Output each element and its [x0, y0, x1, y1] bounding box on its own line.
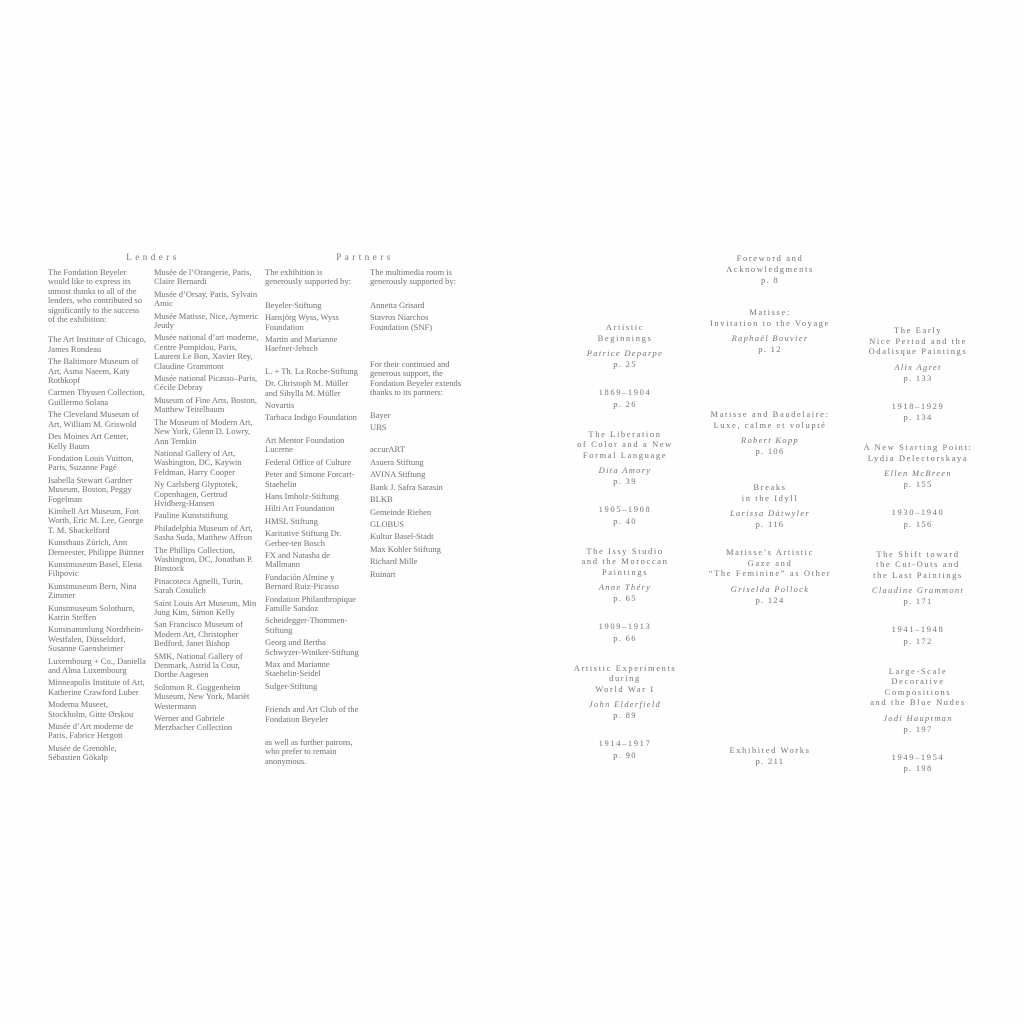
toc-title-line: Decorative — [891, 676, 945, 686]
credit-group — [370, 301, 467, 332]
toc-section — [683, 745, 857, 767]
toc-chapter — [558, 322, 692, 369]
toc-page-number: p. 133 — [903, 372, 933, 383]
partners-heading: Partners — [336, 252, 394, 262]
credit-entry: Ruinart — [370, 568, 396, 579]
toc-title-line: Luxe, calme et volupté — [713, 419, 827, 430]
credit-entry: Kunstsammlung Nordrhein-Westfalen, Düsseldorf, Susanne Gaensheimer — [48, 624, 144, 654]
toc-page-number: p. 116 — [755, 519, 785, 529]
toc-section — [849, 507, 987, 529]
credit-entry: Gemeinde Riehen — [370, 506, 432, 517]
credit-entry: Beyeler-Stiftung — [265, 299, 322, 310]
toc-page-number: p. 172 — [903, 635, 933, 646]
toc-author: Ellen McBreen — [884, 468, 952, 478]
credit-group — [265, 705, 362, 724]
toc-author: Anne Théry — [598, 582, 652, 592]
toc-chapter — [558, 429, 692, 487]
toc-chapter — [683, 307, 857, 354]
credit-entry: Art Mentor Foundation Lucerne — [265, 434, 345, 455]
toc-title-line: Nice Period and the — [869, 335, 967, 346]
partners-columns — [265, 268, 467, 769]
toc-title-line: Foreword and — [736, 253, 804, 263]
credit-entry: Kimbell Art Museum, Fort Worth, Eric M. Lee, George T. M. Shackelford — [48, 505, 144, 535]
credit-entry: GLOBUS — [370, 518, 405, 529]
toc-page-number: p. 12 — [758, 344, 782, 354]
toc-title-line: “The Feminine” as Other — [708, 568, 832, 578]
toc-column-1 — [558, 322, 692, 760]
credit-entry: Asuera Stiftung — [370, 456, 424, 467]
toc-title-line: in the Idyll — [741, 492, 799, 503]
toc-title-line: 1869–1904 — [598, 387, 652, 397]
credit-entry: Richard Mille — [370, 556, 418, 567]
toc-title-line: Acknowledgments — [726, 263, 814, 274]
partners-column-2 — [370, 268, 467, 769]
credit-entry: Peter and Simone Forcart-Staehelin — [265, 469, 355, 489]
lenders-column-2 — [154, 268, 260, 766]
credit-entry: The Museum of Modern Art, New York, Glenn D. Lowry, Ann Temkin — [154, 416, 253, 446]
credit-entry: Friends and Art Club of the Fondation Beyeler — [265, 704, 359, 724]
toc-page-number: p. 171 — [903, 596, 933, 606]
lenders-columns — [48, 268, 260, 766]
toc-title-line: Matisse: — [749, 307, 791, 317]
toc-section — [849, 401, 987, 423]
toc-chapter — [849, 442, 987, 489]
toc-title-line: Lydia Delectorskaya — [867, 452, 969, 463]
toc-chapter — [558, 663, 692, 721]
credit-entry: The Art Institute of Chicago, James Rondeau — [48, 334, 146, 354]
credit-entry: The Phillips Collection, Washington, DC, Jonathan P. Binstock — [154, 544, 253, 574]
credit-group — [48, 268, 148, 324]
toc-section — [849, 624, 987, 646]
credit-entry: Kunstmuseum Bern, Nina Zimmer — [48, 580, 137, 601]
toc-title-line: Compositions — [884, 686, 952, 697]
credit-group — [370, 360, 467, 398]
credit-entry: Musée de Grenoble, Sébastien Gökalp — [48, 742, 117, 763]
toc-title-line: The Liberation — [588, 428, 662, 439]
credit-entry: UBS — [370, 422, 387, 433]
toc-page-number: p. 89 — [613, 710, 637, 720]
credit-entry: Sulger-Stiftung — [265, 680, 318, 691]
toc-page-number: p. 134 — [903, 412, 933, 422]
toc-title-line: Gaze and — [747, 557, 793, 568]
toc-title-line: A New Starting Point: — [863, 442, 973, 452]
toc-title-line: Artistic — [605, 322, 645, 332]
toc-section — [558, 738, 692, 760]
credit-entry: Fundación Almine y Bernard Ruiz-Picasso — [265, 571, 339, 592]
credit-entry: Des Moines Art Center, Kelly Baum — [48, 431, 129, 451]
toc-author: Griselda Pollock — [730, 583, 810, 594]
credit-entry: Saint Louis Art Museum, Min Jung Kim, Simon Kelly — [154, 597, 257, 617]
toc-title-line: The Early — [893, 325, 943, 335]
toc-page-number: p. 25 — [613, 359, 637, 369]
credit-entry: Kunstmuseum Solothurn, Katrin Steffen — [48, 602, 135, 622]
lenders-column-1 — [48, 268, 148, 766]
credit-entry: The exhibition is generously supported by: — [265, 267, 351, 287]
toc-page-number: p. 66 — [613, 632, 637, 643]
credit-entry: National Gallery of Art, Washington, DC, Kaywin Feldman, Harry Cooper — [154, 447, 242, 477]
toc-chapter — [683, 482, 857, 529]
toc-title-line: 1914–1917 — [598, 738, 652, 748]
toc-chapter — [849, 666, 987, 734]
toc-author: Alix Agret — [894, 361, 942, 372]
credit-entry: Kunstmuseum Basel, Elena Filipovic — [48, 558, 142, 579]
credit-entry: Philadelphia Museum of Art, Sasha Suda, Matthew Affron — [154, 522, 253, 543]
credit-entry: BLKB — [370, 494, 393, 505]
credit-group — [265, 301, 362, 354]
credit-entry: The multimedia room is generously supported by: — [370, 267, 456, 287]
toc-title-line: Invitation to the Voyage — [709, 317, 830, 328]
toc-title-line: of Color and a New — [577, 439, 673, 449]
toc-title-line: Paintings — [601, 566, 649, 577]
toc-title-line: Matisse’s Artistic — [725, 547, 815, 557]
toc-author: Dita Amory — [598, 465, 652, 475]
toc-page-number: p. 8 — [761, 275, 779, 285]
credit-entry: The Fondation Beyeler would like to express its utmost thanks to all of the lenders, who contributed so significantly to the success of the exhibition: — [48, 267, 142, 325]
toc-title-line: Breaks — [753, 482, 787, 492]
credit-entry: Musée Matisse, Nice, Aymeric Jeudy — [154, 310, 259, 331]
lenders-heading: Lenders — [126, 252, 180, 262]
toc-section — [558, 504, 692, 526]
credit-entry: Carmen Thyssen Collection, Guillermo Solana — [48, 387, 145, 407]
credit-entry: Musée de l’Orangerie, Paris, Claire Bernardi — [154, 267, 252, 287]
toc-title-line: the Cut-Outs and — [876, 559, 960, 569]
toc-title-line: 1918–1929 — [891, 400, 945, 411]
credit-entry: Moderna Museet, Stockholm, Gitte Ørskou — [48, 699, 134, 719]
toc-chapter — [558, 546, 692, 604]
toc-author: John Elderfield — [588, 699, 662, 709]
toc-title-line: Beginnings — [597, 332, 653, 343]
credit-group — [265, 367, 362, 423]
credit-entry: Stavros Niarchos Foundation (SNF) — [370, 312, 433, 332]
credit-entry: Hansjörg Wyss, Wyss Foundation — [265, 312, 339, 332]
toc-column-3 — [849, 325, 987, 773]
toc-title-line: World War I — [595, 683, 655, 694]
toc-chapter — [683, 409, 857, 456]
toc-page-number: p. 39 — [613, 476, 637, 486]
toc-title-line: 1905–1908 — [598, 504, 652, 514]
credit-group — [265, 738, 362, 766]
credit-entry: Fondation Philanthropique Famille Sandoz — [265, 593, 356, 613]
toc-title-line: Odalisque Paintings — [868, 346, 968, 356]
credit-entry: Werner and Gabriele Merzbacher Collection — [154, 713, 233, 733]
credit-entry: Minneapolis Institute of Art, Katherine Crawford Luber — [48, 677, 145, 697]
toc-author: Larissa Dätwyler — [729, 508, 811, 518]
toc-title-line: Formal Language — [582, 449, 668, 460]
toc-author: Jodi Hauptman — [883, 712, 953, 723]
credit-group — [265, 436, 362, 691]
credit-group — [370, 411, 467, 433]
toc-page-number: p. 106 — [755, 446, 785, 456]
credit-entry: Tarbaca Indigo Foundation — [265, 412, 357, 423]
credit-entry: FX and Natasha de Mallmann — [265, 549, 330, 570]
credit-entry: AVINA Stiftung — [370, 469, 426, 480]
toc-title-line: during — [609, 673, 641, 683]
toc-column-2 — [683, 253, 857, 766]
credit-entry: Novartis — [265, 400, 295, 411]
toc-title-line: The Issy Studio — [586, 545, 664, 556]
toc-page-number: p. 40 — [613, 515, 637, 526]
toc-page-number: p. 211 — [755, 756, 785, 766]
credit-group — [154, 268, 260, 733]
toc-section — [683, 253, 857, 285]
partners-column-1 — [265, 268, 362, 769]
toc-author: Claudine Grammont — [871, 585, 965, 595]
credit-entry: Karitative Stiftung Dr. Gerber-ten Bosch — [265, 528, 342, 548]
credit-entry: San Francisco Museum of Modern Art, Christopher Bedford, Janet Bishop — [154, 619, 244, 649]
toc-title-line: 1909–1913 — [598, 621, 652, 631]
credit-entry: Musée national d’art moderne, Centre Pompidou, Paris, Laurent Le Bon, Xavier Rey, Claudine Grammont — [154, 332, 259, 371]
credit-entry: accurART — [370, 444, 405, 455]
toc-page-number: p. 65 — [613, 593, 637, 603]
credit-entry: Bank J. Safra Sarasin — [370, 481, 443, 492]
credit-entry: Federal Office of Culture — [265, 456, 351, 467]
credit-entry: Musée d’Art moderne de Paris, Fabrice Hergott — [48, 721, 134, 741]
credit-entry: Pauline Kunststiftung — [154, 510, 228, 521]
toc-page-number: p. 124 — [755, 594, 785, 605]
toc-title-line: 1941–1948 — [891, 624, 945, 634]
credit-entry: L. + Th. La Roche-Stiftung — [265, 365, 358, 376]
toc-title-line: The Shift toward — [876, 548, 960, 559]
toc-title-line: Exhibited Works — [729, 744, 811, 755]
toc-title-line: 1930–1940 — [891, 507, 945, 517]
credit-entry: Annetta Grisard — [370, 299, 425, 310]
toc-title-line: Large-Scale — [888, 665, 948, 676]
credit-entry: Fondation Louis Vuitton, Paris, Suzanne Pagé — [48, 452, 134, 473]
credit-group — [370, 268, 467, 287]
toc-page-number: p. 155 — [903, 479, 933, 489]
credit-entry: Scheidegger-Thommen-Stiftung — [265, 615, 348, 635]
toc-title-line: 1949–1954 — [891, 751, 945, 762]
toc-title-line: and the Moroccan — [581, 556, 669, 566]
toc-page-number: p. 90 — [613, 749, 637, 760]
credit-entry: Luxembourg + Co., Daniella and Alma Luxembourg — [48, 655, 146, 676]
credit-entry: SMK, National Gallery of Denmark, Astrid la Cour, Dorthe Aagesen — [154, 650, 243, 680]
toc-title-line: Artistic Experiments — [573, 662, 677, 673]
credit-entry: Musée d’Orsay, Paris, Sylvain Amic — [154, 288, 258, 309]
credit-entry: Hilti Art Foundation — [265, 503, 335, 514]
toc-section — [849, 752, 987, 774]
credit-entry: Dr. Christoph M. Müller and Sibylla M. Müller — [265, 378, 349, 398]
toc-author: Raphaël Bouvier — [731, 333, 809, 343]
credit-entry: Museum of Fine Arts, Boston, Matthew Teitelbaum — [154, 394, 257, 415]
credit-group — [370, 445, 467, 578]
credit-entry: Max Kohler Stiftung — [370, 543, 441, 554]
credit-entry: as well as further patrons, who prefer to remain anonymous. — [265, 737, 353, 766]
credit-entry: The Baltimore Museum of Art, Asma Naeem, Katy Rothkopf — [48, 356, 139, 386]
credit-entry: HMSL Stiftung — [265, 515, 318, 526]
toc-title-line: the Last Paintings — [873, 569, 963, 580]
credit-entry: Musée national Picasso–Paris, Cécile Debray — [154, 373, 258, 393]
credit-group — [265, 268, 362, 287]
toc-chapter — [683, 547, 857, 605]
credit-entry: The Cleveland Museum of Art, William M. Griswold — [48, 409, 139, 429]
toc-chapter — [849, 325, 987, 383]
toc-page-number: p. 198 — [903, 763, 933, 773]
credit-entry: Georg und Bertha Schwyzer-Winiker-Stiftung — [265, 637, 359, 657]
toc-title-line: Matisse and Baudelaire: — [710, 409, 830, 419]
credit-entry: Kunsthaus Zürich, Ann Demeester, Philippe Büttner — [48, 537, 145, 557]
credit-entry: Ny Carlsberg Glyptotek, Copenhagen, Gertrud Hvidberg-Hansen — [154, 479, 238, 508]
credit-entry: Pinacoteca Agnelli, Turin, Sarah Cosulich — [154, 575, 243, 596]
credit-entry: Hans Imholz-Stiftung — [265, 490, 339, 501]
toc-section — [558, 387, 692, 409]
credit-entry: Martin and Marianne Haefner-Jebsch — [265, 334, 338, 354]
toc-author: Robert Kopp — [741, 435, 799, 445]
credit-entry: Bayer — [370, 409, 391, 420]
toc-page-number: p. 26 — [613, 398, 637, 409]
credit-entry: Max and Marianne Staehelin-Seidel — [265, 659, 330, 679]
credit-entry: Kultur Basel-Stadt — [370, 531, 434, 542]
credit-entry: Isabella Stewart Gardner Museum, Boston, Peggy Fogelman — [48, 474, 133, 504]
toc-page-number: p. 197 — [903, 723, 933, 734]
toc-section — [558, 621, 692, 643]
credit-entry: Solomon R. Guggenheim Museum, New York, Mariët Westermann — [154, 681, 250, 711]
toc-author: Patrice Deparpe — [586, 348, 664, 358]
toc-title-line: and the Blue Nudes — [870, 697, 966, 707]
credit-entry: For their continued and generous support, the Fondation Beyeler extends thanks to its partners: — [370, 359, 462, 398]
credit-group — [48, 335, 148, 762]
toc-page-number: p. 156 — [903, 518, 933, 529]
toc-chapter — [849, 549, 987, 607]
